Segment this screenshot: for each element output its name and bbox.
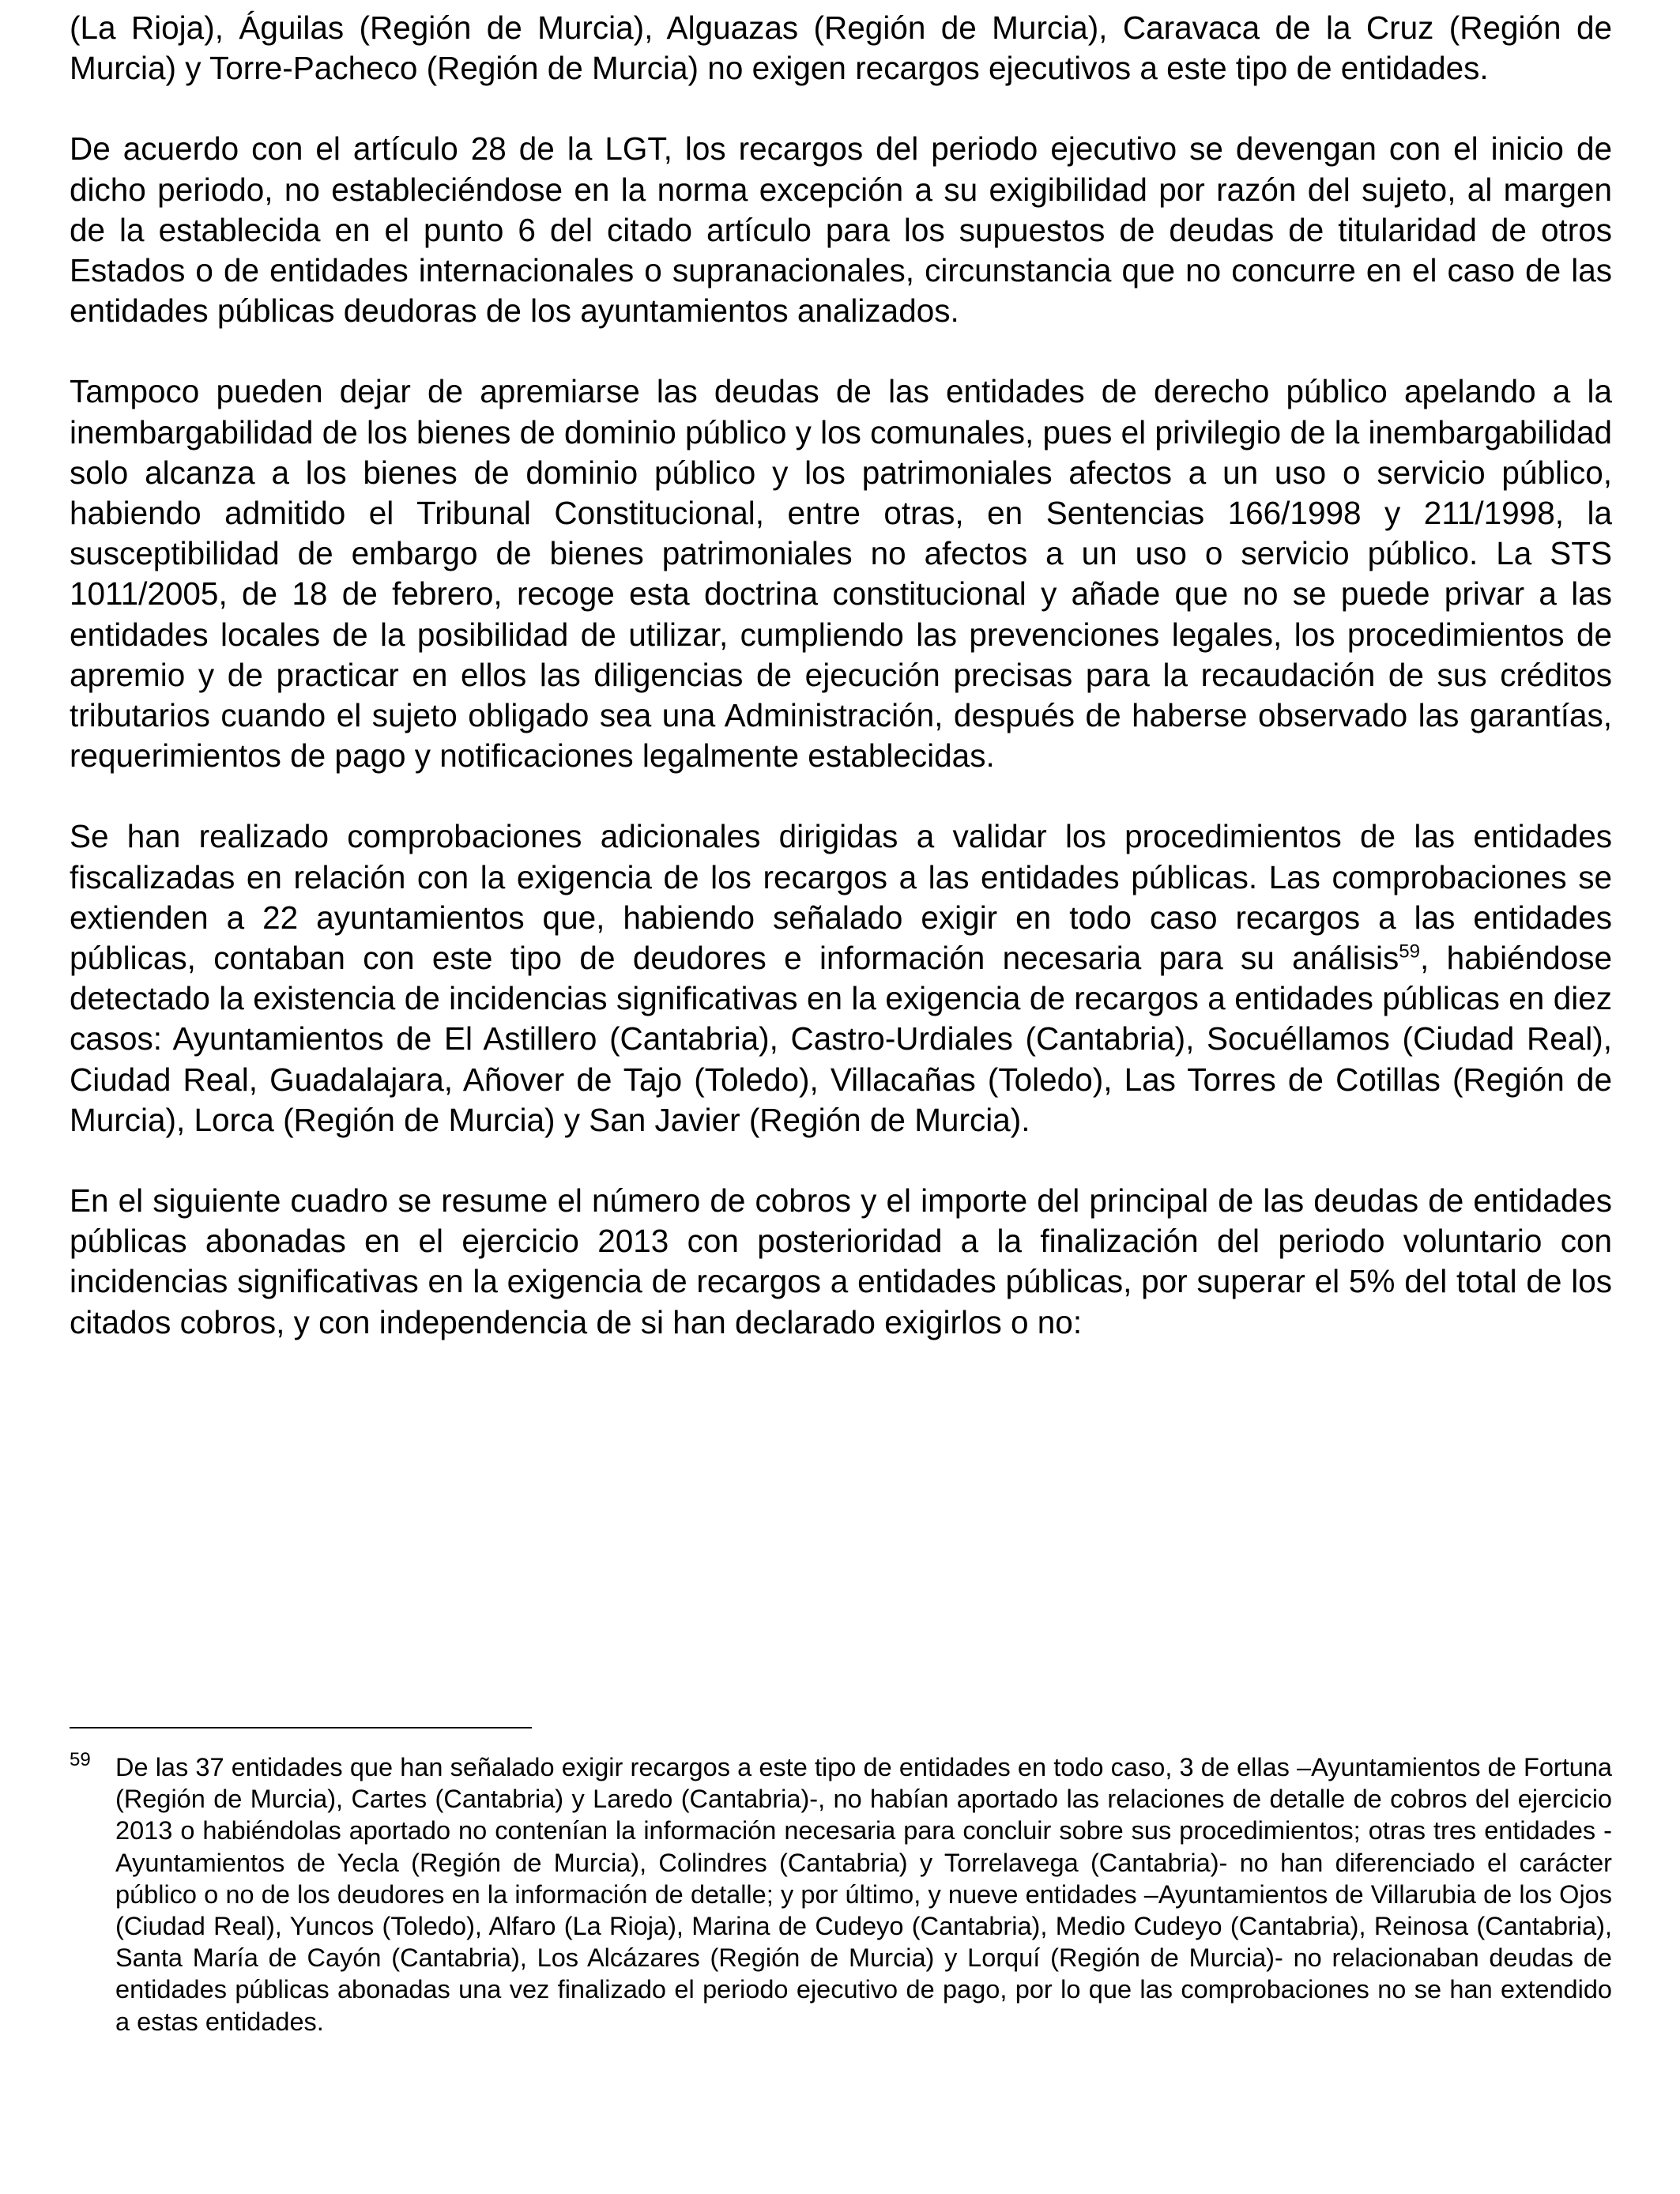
paragraph-1: (La Rioja), Águilas (Región de Murcia), Alguazas (Región de Murcia), Caravaca de la Cruz (Región de Murcia) y Torre-Pacheco (Región de Murcia) no exigen recargos ejecutivos a este tipo de entidades. — [70, 9, 1612, 87]
paragraph-4 — [70, 816, 1612, 1140]
document-body — [70, 8, 1612, 1343]
paragraph-4-text-before-footnote: Se han realizado comprobaciones adicionales dirigidas a validar los procedimientos de las entidades fiscalizadas en relación con la exigencia de los recargos a las entidades públicas. Las comprobaciones se extienden a 22 ayuntamientos que, habiendo señalado exigir en todo caso recargos a las entidades públicas, contaban con este tipo de deudores e información necesaria para su análisis — [70, 818, 1612, 977]
paragraph-5: En el siguiente cuadro se resume el número de cobros y el importe del principal de las deudas de entidades públicas abonadas en el ejercicio 2013 con posterioridad a la finalización del periodo voluntario con incidencias significativas en la exigencia de recargos a entidades públicas, por superar el 5% del total de los citados cobros, y con independencia de si han declarado exigirlos o no: — [70, 1182, 1612, 1340]
paragraph-4-text-after-footnote: , habiéndose detectado la existencia de incidencias significativas en la exigencia de recargos a entidades públicas en diez casos: Ayuntamientos de El Astillero (Cantabria), Castro-Urdiales (Cantabria), Socuéllamos (Ciudad Real), Ciudad Real, Guadalajara, Añover de Tajo (Toledo), Villacañas (Toledo), Las Torres de Cotillas (Región de Murcia), Lorca (Región de Murcia) y San Javier (Región de Murcia). — [70, 940, 1613, 1138]
paragraph-2: De acuerdo con el artículo 28 de la LGT, los recargos del periodo ejecutivo se devengan con el inicio de dicho periodo, no estableciéndose en la norma excepción a su exigibilidad por razón del sujeto, al margen de la establecida en el punto 6 del citado artículo para los supuestos de deudas de titularidad de otros Estados o de entidades internacionales o supranacionales, circunstancia que no concurre en el caso de las entidades públicas deudoras de los ayuntamientos analizados. — [70, 130, 1612, 330]
footnote-separator — [70, 1727, 532, 1728]
footnote-number: 59 — [70, 1749, 91, 1770]
footnote — [70, 1751, 1612, 2038]
footnote-text: De las 37 entidades que han señalado exigir recargos a este tipo de entidades en todo caso, 3 de ellas –Ayuntamientos de Fortuna (Región de Murcia), Cartes (Cantabria) y Laredo (Cantabria)-, no habían aportado las relaciones de detalle de cobros del ejercicio 2013 o habiéndolas aportado no contenían la información necesaria para concluir sobre sus procedimientos; otras tres entidades -Ayuntamientos de Yecla (Región de Murcia), Colindres (Cantabria) y Torrelavega (Cantabria)- no han diferenciado el carácter público o no de los deudores en la información de detalle; y por último, y nueve entidades –Ayuntamientos de Villarubia de los Ojos (Ciudad Real), Yuncos (Toledo), Alfaro (La Rioja), Marina de Cudeyo (Cantabria), Medio Cudeyo (Cantabria), Reinosa (Cantabria), Santa María de Cayón (Cantabria), Los Alcázares (Región de Murcia) y Lorquí (Región de Murcia)- no relacionaban deudas de entidades públicas abonadas una vez finalizado el periodo ejecutivo de pago, por lo que las comprobaciones no se han extendido a estas entidades. — [115, 1753, 1612, 2036]
paragraph-3: Tampoco pueden dejar de apremiarse las deudas de las entidades de derecho público apelando a la inembargabilidad de los bienes de dominio público y los comunales, pues el privilegio de la inembargabilidad solo alcanza a los bienes de dominio público y los patrimoniales afectos a un uso o servicio público, habiendo admitido el Tribunal Constitucional, entre otras, en Sentencias 166/1998 y 211/1998, la susceptibilidad de embargo de bienes patrimoniales no afectos a un uso o servicio público. La STS 1011/2005, de 18 de febrero, recoge esta doctrina constitucional y añade que no se puede privar a las entidades locales de la posibilidad de utilizar, cumpliendo las prevenciones legales, los procedimientos de apremio y de practicar en ellos las diligencias de ejecución precisas para la recaudación de sus créditos tributarios cuando el sujeto obligado sea una Administración, después de haberse observado las garantías, requerimientos de pago y notificaciones legalmente establecidas. — [70, 373, 1612, 775]
footnote-reference[interactable]: 59 — [1399, 941, 1420, 963]
